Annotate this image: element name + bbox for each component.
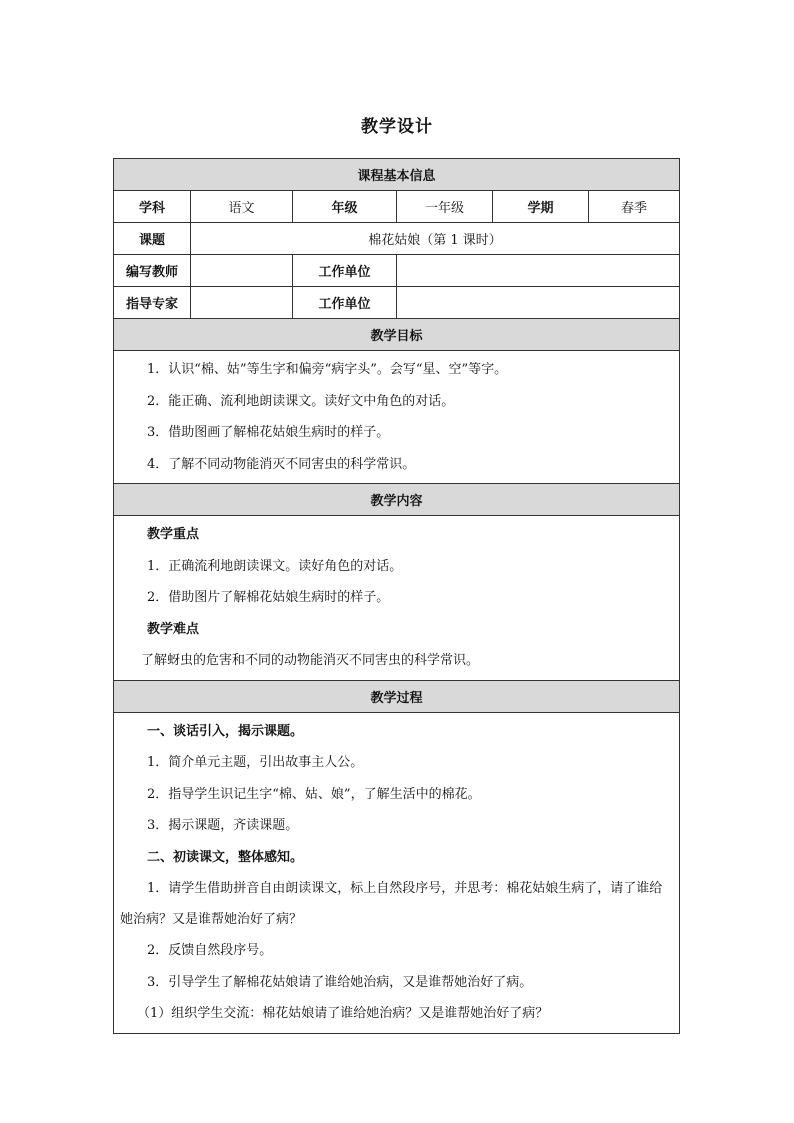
goals-header: 教学目标: [114, 319, 679, 350]
topic-label: 课题: [138, 233, 165, 248]
goals-list: [114, 351, 679, 483]
topic-row: [114, 222, 679, 254]
expert-row: [114, 286, 679, 318]
content-header-row: [114, 483, 679, 515]
step2-subitem: （1）组织学生交流：棉花姑娘请了谁给她治病？又是谁帮她治好了病？: [137, 1006, 549, 1021]
process-header: 教学过程: [114, 681, 679, 712]
step2-item: 2．反馈自然段序号。: [147, 943, 273, 958]
page-title: 教学设计: [361, 117, 433, 137]
topic-value: 棉花姑娘（第 1 课时）: [190, 223, 679, 254]
lesson-plan-table: [113, 158, 680, 1034]
work-unit-label-1: 工作单位: [292, 255, 396, 286]
step1-title: 一、谈话引入，揭示课题。: [147, 723, 304, 739]
content-header: 教学内容: [114, 484, 679, 515]
term-value: 春季: [588, 191, 679, 222]
step2-title: 二、初读课文，整体感知。: [147, 849, 304, 865]
work-unit-value-2: [396, 287, 679, 318]
subject-value: 语文: [190, 191, 292, 222]
process-block: [114, 713, 679, 1033]
basic-info-header: 课程基本信息: [114, 159, 679, 190]
work-unit-label-2: 工作单位: [292, 287, 396, 318]
term-label: 学期: [492, 191, 588, 222]
content-body-row: [114, 515, 679, 680]
difficulty-title: 教学难点: [147, 621, 200, 637]
subject-label: 学科: [138, 201, 165, 216]
grade-value: 一年级: [396, 191, 492, 222]
work-unit-value-1: [396, 255, 679, 286]
step1-item: 3．揭示课题，齐读课题。: [147, 818, 299, 833]
step2-item: 1．请学生借助拼音自由朗读课文，标上自然段序号，并思考：棉花姑娘生病了，请了谁给她治病？又是谁帮她治好了病？: [120, 881, 663, 927]
goal-item: 3．借助图画了解棉花姑娘生病时的样子。: [147, 425, 390, 440]
process-body-row: [114, 712, 679, 1033]
goal-item: 1．认识“棉、姑”等生字和偏旁“病字头”。会写“星、空”等字。: [147, 362, 508, 377]
goal-item: 4．了解不同动物能消灭不同害虫的科学常识。: [147, 456, 416, 472]
goals-header-row: [114, 318, 679, 350]
expert-label: 指导专家: [125, 297, 178, 312]
teacher-label: 编写教师: [125, 265, 178, 280]
basic-info-header-row: [114, 159, 679, 190]
step2-item: 3．引导学生了解棉花姑娘请了谁给她治病，又是谁帮她治好了病。: [147, 974, 533, 990]
key-point-item: 1．正确流利地朗读课文。读好角色的对话。: [147, 558, 403, 574]
grade-label: 年级: [292, 191, 396, 222]
teacher-row: [114, 254, 679, 286]
key-points-title: 教学重点: [147, 527, 200, 542]
subject-row: [114, 190, 679, 222]
goals-body-row: [114, 350, 679, 483]
key-point-item: 2．借助图片了解棉花姑娘生病时的样子。: [147, 590, 390, 605]
teacher-value: [190, 255, 292, 286]
content-block: [114, 516, 679, 680]
process-header-row: [114, 680, 679, 712]
goal-item: 2．能正确、流利地朗读课文。读好文中角色的对话。: [147, 393, 455, 409]
difficulty-text: 了解蚜虫的危害和不同的动物能消灭不同害虫的科学常识。: [141, 653, 480, 668]
expert-value: [190, 287, 292, 318]
step1-item: 1．简介单元主题，引出故事主人公。: [147, 755, 364, 770]
step1-item: 2．指导学生识记生字“棉、姑、娘”，了解生活中的棉花。: [147, 786, 481, 802]
